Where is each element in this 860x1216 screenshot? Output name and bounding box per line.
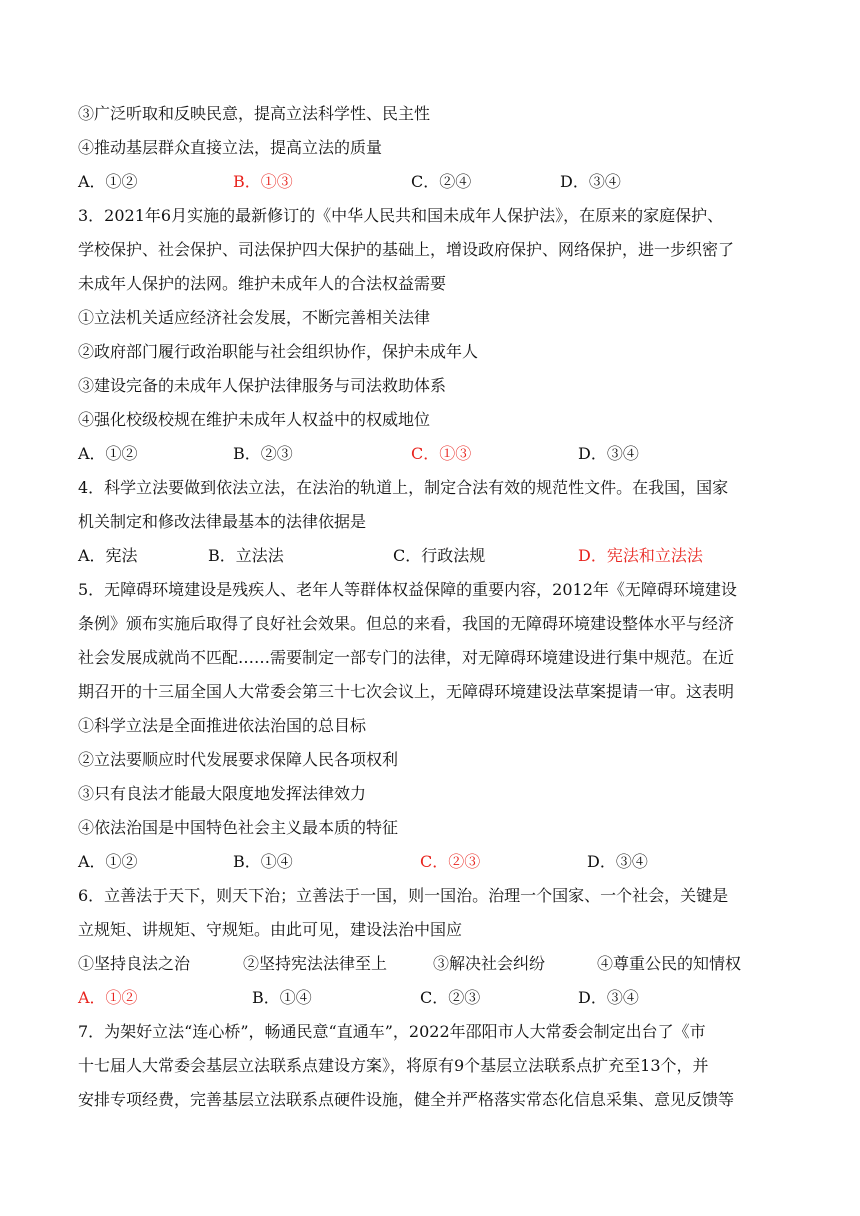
line-12: 机关制定和修改法律最基本的法律依据是	[78, 512, 367, 531]
line-7: ②政府部门履行政治职能与社会组织协作，保护未成年人	[78, 342, 479, 361]
option-d: D．③④	[578, 444, 639, 463]
line-28: 十七届人大常委会基层立法联系点建设方案》，将原有9个基层立法联系点扩充至13个，并	[78, 1056, 709, 1075]
line-21: ④依法治国是中国特色社会主义最本质的特征	[78, 818, 399, 837]
options-q5	[0, 851, 860, 873]
options-q3	[0, 443, 860, 465]
line-20: ③只有良法才能最大限度地发挥法律效力	[78, 784, 367, 803]
line-11: 4．科学立法要做到依法立法，在法治的轨道上，制定合法有效的规范性文件。在我国，国家	[78, 478, 729, 497]
line-14: 5．无障碍环境建设是残疾人、老年人等群体权益保障的重要内容，2012年《无障碍环境建设	[78, 580, 737, 599]
line-5: 未成年人保护的法网。维护未成年人的合法权益需要	[78, 274, 447, 293]
option-a: A．①②	[78, 172, 138, 191]
option-c: C．②③	[420, 988, 481, 1007]
line-27: 7．为架好立法“连心桥”，畅通民意“直通车”，2022年邵阳市人大常委会制定出台了《市	[78, 1022, 706, 1041]
line-16: 社会发展成就尚不匹配……需要制定一部专门的法律，对无障碍环境建设进行集中规范。在近	[78, 648, 735, 667]
option-c-answer: C．②③	[420, 852, 481, 871]
option-a-answer: A．①②	[78, 988, 138, 1007]
line-23: 6．立善法于天下，则天下治；立善法于一国，则一国治。治理一个国家、一个社会，关键是	[78, 886, 729, 905]
statement-3: ③解决社会纠纷	[433, 954, 546, 973]
option-c: C．②④	[411, 172, 472, 191]
line-24: 立规矩、讲规矩、守规矩。由此可见，建设法治中国应	[78, 920, 463, 939]
statement-2: ②坚持宪法法律至上	[243, 954, 388, 973]
line-8: ③建设完备的未成年人保护法律服务与司法救助体系	[78, 376, 447, 395]
line-6: ①立法机关适应经济社会发展，不断完善相关法律	[78, 308, 431, 327]
option-b: B．①④	[252, 988, 312, 1007]
line-0: ③广泛听取和反映民意，提高立法科学性、民主性	[78, 104, 431, 123]
option-b: B．①④	[233, 852, 293, 871]
options-q2	[0, 171, 860, 193]
option-d: D．③④	[587, 852, 648, 871]
statement-4: ④尊重公民的知情权	[597, 954, 742, 973]
statement-1: ①坚持良法之治	[78, 954, 191, 973]
option-d-answer: D．宪法和立法法	[578, 546, 703, 565]
option-a: A．宪法	[78, 546, 138, 565]
option-d: D．③④	[578, 988, 639, 1007]
line-4: 学校保护、社会保护、司法保护四大保护的基础上，增设政府保护、网络保护，进一步织密了	[78, 240, 735, 259]
options-q4	[0, 545, 860, 567]
option-b: B．②③	[233, 444, 293, 463]
statements-q6	[0, 953, 860, 975]
options-q6	[0, 987, 860, 1009]
line-18: ①科学立法是全面推进依法治国的总目标	[78, 716, 367, 735]
option-c: C．行政法规	[393, 546, 486, 565]
line-15: 条例》颁布实施后取得了良好社会效果。但总的来看，我国的无障碍环境建设整体水平与经济	[78, 614, 735, 633]
option-d: D．③④	[560, 172, 621, 191]
option-b: B．立法法	[208, 546, 284, 565]
option-b-answer: B．①③	[233, 172, 293, 191]
option-a: A．①②	[78, 444, 138, 463]
line-9: ④强化校级校规在维护未成年人权益中的权威地位	[78, 410, 431, 429]
line-17: 期召开的十三届全国人大常委会第三十七次会议上，无障碍环境建设法草案提请一审。这表明	[78, 682, 735, 701]
line-19: ②立法要顺应时代发展要求保障人民各项权利	[78, 750, 399, 769]
line-3: 3．2021年6月实施的最新修订的《中华人民共和国未成年人保护法》，在原来的家庭保护、	[78, 206, 724, 225]
line-1: ④推动基层群众直接立法，提高立法的质量	[78, 138, 383, 157]
option-c-answer: C．①③	[411, 444, 472, 463]
option-a: A．①②	[78, 852, 138, 871]
line-29: 安排专项经费，完善基层立法联系点硬件设施，健全并严格落实常态化信息采集、意见反馈等	[78, 1090, 735, 1109]
